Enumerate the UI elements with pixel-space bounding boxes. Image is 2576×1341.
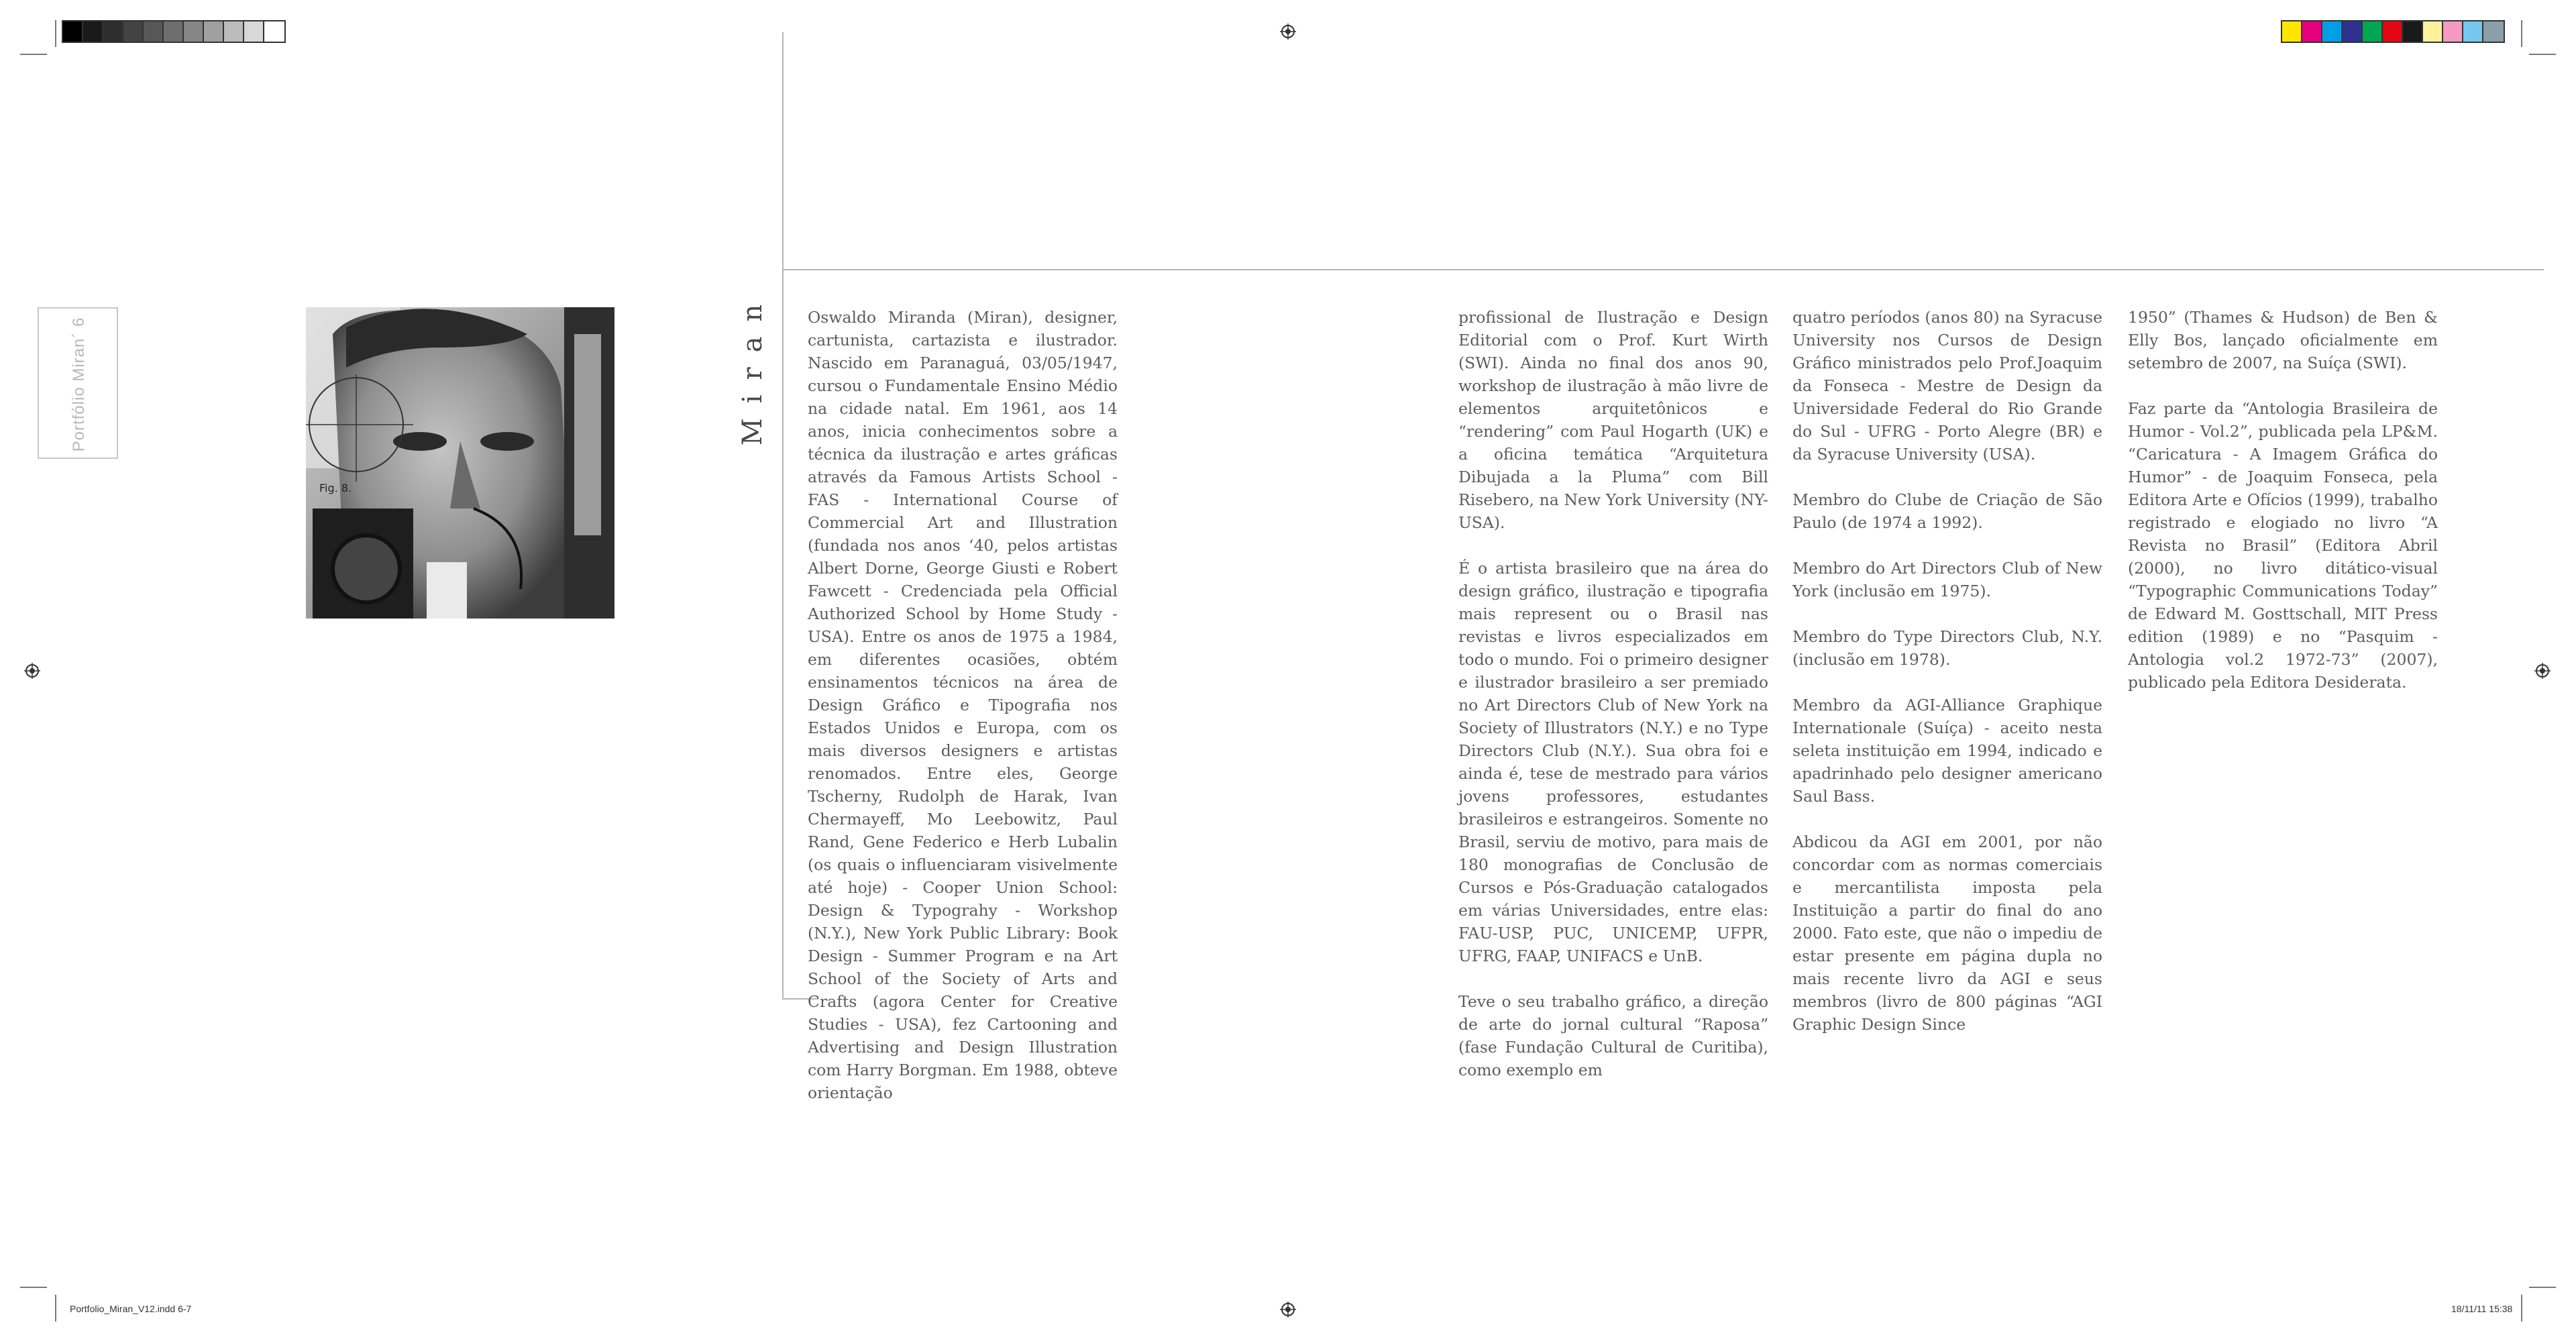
color-swatch (264, 21, 284, 42)
body-paragraph: 1950” (Thames & Hudson) de Ben & Elly Bos, lançado oficialmente em setembro de 2007, na Suíça (SWI). (2128, 308, 2438, 372)
crop-mark (55, 20, 56, 47)
body-paragraph: Membro do Clube de Criação de São Paulo (de 1974 a 1992). (1792, 490, 2102, 532)
body-paragraph: Faz parte da “Antologia Brasileira de Humor - Vol.2”, publicada pela LP&M. “Caricatura - A Imagem Gráfica do Humor” - de Joaquim Fonseca, pela Editora Arte e Ofícios (1999), trabalho registrado e elogiado no livro “A Revista no Brasil” (Editora Abril (2000), no livro ditático-visual “Typographic Communications Today” de Edward M. Gosttschall, MIT Press edition (1989) e no “Pasquim - Antologia vol.2 1972-73” (2007), publicado pela Editora Desiderata. (2128, 399, 2438, 692)
color-swatch (244, 21, 264, 42)
crop-mark (2529, 1287, 2556, 1288)
page-tag (38, 307, 118, 459)
process-color-bar (2281, 20, 2505, 43)
portrait-photo (306, 307, 614, 619)
registration-mark-icon (1280, 23, 1296, 40)
crop-mark (2521, 20, 2522, 47)
crop-mark (20, 54, 47, 55)
text-column-1 (808, 306, 1118, 1104)
page-tag-label: Portfólio Miran´ 6 (70, 317, 88, 452)
registration-mark-icon (1280, 1301, 1296, 1318)
file-slug: Portfolio_Miran_V12.indd 6-7 (70, 1303, 192, 1314)
spine-rule (782, 32, 784, 998)
top-rule (782, 269, 2544, 270)
text-column-2 (1458, 306, 1768, 1081)
crop-mark (2529, 54, 2556, 55)
figure-label: Fig. 8. (319, 482, 352, 494)
crop-mark (55, 1295, 56, 1322)
color-swatch (63, 21, 83, 42)
body-paragraph: Membro do Type Directors Club, N.Y. (inclusão em 1978). (1792, 627, 2102, 669)
color-swatch (2363, 21, 2383, 42)
color-swatch (2483, 21, 2504, 42)
color-swatch (164, 21, 184, 42)
color-swatch (2443, 21, 2463, 42)
color-swatch (2423, 21, 2443, 42)
body-paragraph: Membro da AGI-Alliance Graphique Internationale (Suíça) - aceito nesta seleta instituição em 1994, indicado e apadrinhado pelo designer americano Saul Bass. (1792, 696, 2102, 806)
color-swatch (144, 21, 164, 42)
portrait-illustration (306, 307, 614, 619)
body-paragraph: Abdicou da AGI em 2001, por não concordar com as normas comerciais e mercantilista imposta pela Instituição a partir do final do ano 2000. Fato este, que não o impediu de estar presente em página dupla no mais recente livro da AGI e seus membros (livro de 800 páginas “AGI Graphic Design Since (1792, 833, 2102, 1034)
body-paragraph: Membro do Art Directors Club of New York (inclusão em 1975). (1792, 559, 2102, 600)
grayscale-color-bar (62, 20, 286, 43)
body-paragraph: quatro períodos (anos 80) na Syracuse University nos Cursos de Design Gráfico ministrados pelo Prof.Joaquim da Fonseca - Mestre de Design da Universidade Federal do Rio Grande do Sul - UFRG - Porto Alegre (BR) e da Syracuse University (USA). (1792, 308, 2102, 464)
color-swatch (204, 21, 224, 42)
registration-mark-icon (24, 663, 40, 679)
body-paragraph: Teve o seu trabalho gráfico, a direção de arte do jornal cultural “Raposa” (fase Fundação Cultural de Curitiba), como exemplo em (1458, 992, 1768, 1079)
color-swatch (2302, 21, 2322, 42)
color-swatch (2282, 21, 2302, 42)
crop-mark (20, 1287, 47, 1288)
vertical-name (733, 289, 773, 446)
color-swatch (2383, 21, 2403, 42)
color-swatch (83, 21, 103, 42)
color-swatch (2463, 21, 2483, 42)
color-swatch (224, 21, 244, 42)
crop-mark (2521, 1295, 2522, 1322)
registration-mark-icon (2534, 663, 2551, 679)
color-swatch (2343, 21, 2363, 42)
body-paragraph: profissional de Ilustração e Design Editorial com o Prof. Kurt Wirth (SWI). Ainda no final dos anos 90, workshop de ilustração à mão livre de elementos arquitetônicos e “rendering” com Paul Hogarth (UK) e a oficina temática “Arquitetura Dibujada a la Pluma” com Bill Risebero, na New York University (NY-USA). (1458, 308, 1768, 532)
color-swatch (123, 21, 144, 42)
body-paragraph: É o artista brasileiro que na área do design gráfico, ilustração e tipografia mais represent ou o Brasil nas revistas e livros especializados em todo o mundo. Foi o primeiro designer e ilustrador brasileiro a ser premiado no Art Directors Club of New York na Society of Illustrators (N.Y.) e no Type Directors Club (N.Y.). Sua obra foi e ainda é, tese de mestrado para vários jovens professores, estudantes brasileiros e estrangeiros. Somente no Brasil, serviu de motivo, para mais de 180 monografias de Conclusão de Cursos e Pós-Graduação catalogados em várias Universidades, entre elas: FAU-USP, PUC, UNICEMP, UFPR, UFRG, FAAP, UNIFACS e UnB. (1458, 559, 1768, 965)
text-column-3 (1792, 306, 2102, 1036)
body-paragraph: Oswaldo Miranda (Miran), designer, cartunista, cartazista e ilustrador. Nascido em Paranaguá, 03/05/1947, cursou o Fundamentale Ensino Médio na cidade natal. Em 1961, aos 14 anos, inicia conhecimentos sobre a técnica da ilustração e artes gráficas através da Famous Artists School - FAS - International Course of Commercial Art and Illustration (fundada nos anos ‘40, pelos artistas Albert Dorne, George Giusti e Robert Fawcett - Credenciada pela Official Authorized School by Home Study - USA). Entre os anos de 1975 a 1984, em diferentes ocasiões, obtém ensinamentos técnicos na área de Design Gráfico e Tipografia nos Estados Unidos e Europa, com os mais diversos designers e artistas renomados. Entre eles, George Tscherny, Rudolph de Harak, Ivan Chermayeff, Mo Leebowitz, Paul Rand, Gene Federico e Herb Lubalin (os quais o influenciaram visivelmente até hoje) - Cooper Union School: Design & Typograhy - Workshop (N.Y.), New York Public Library: Book Design - Summer Program e na Art School of the Society of Arts and Crafts (agora Center for Creative Studies - USA), fez Cartooning and Advertising and Design Illustration com Harry Borgman. Em 1988, obteve orientação (808, 308, 1118, 1102)
color-swatch (184, 21, 204, 42)
color-swatch (2322, 21, 2343, 42)
color-swatch (103, 21, 123, 42)
vertical-name-text: Miran (737, 289, 768, 446)
text-column-4 (2128, 306, 2438, 694)
color-swatch (2403, 21, 2423, 42)
date-slug: 18/11/11 15:38 (2451, 1303, 2513, 1314)
